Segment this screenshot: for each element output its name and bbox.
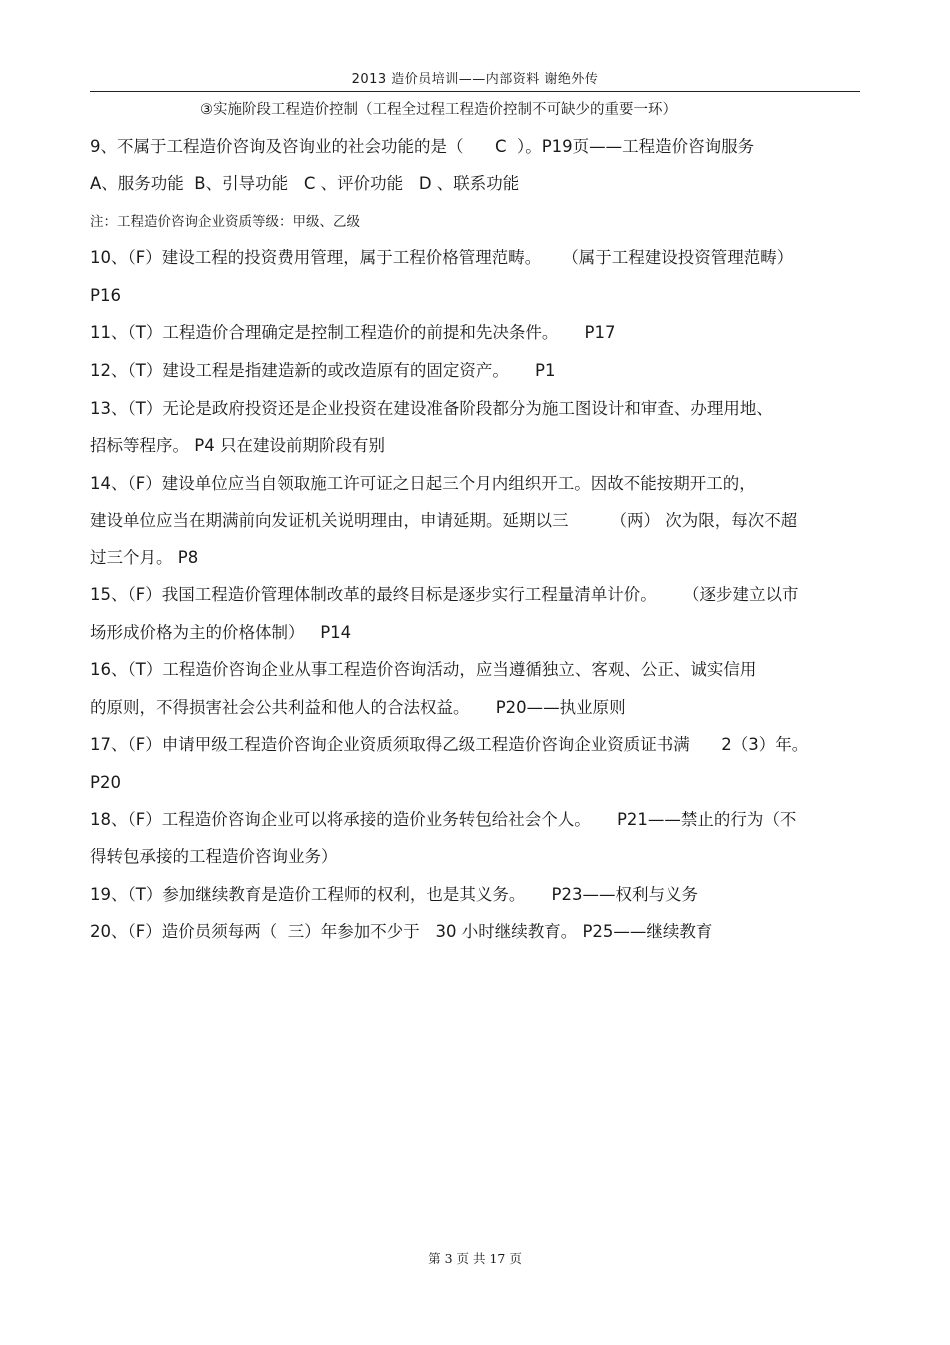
question-12: 12、（T）建设工程是指建造新的或改造原有的固定资产。 P1: [90, 361, 556, 380]
question-10-cont: P16: [90, 286, 121, 305]
question-19: 19、（T）参加继续教育是造价工程师的权利，也是其义务。 P23——权利与义务: [90, 885, 698, 904]
question-11: 11、（T）工程造价合理确定是控制工程造价的前提和先决条件。 P17: [90, 323, 616, 342]
question-13-cont: 招标等程序。 P4 只在建设前期阶段有别: [90, 436, 385, 455]
question-9-options: A、服务功能 B、引导功能 C 、评价功能 D 、联系功能: [90, 174, 520, 193]
question-17-cont: P20: [90, 773, 121, 792]
page-footer: 第 3 页 共 17 页: [428, 1251, 522, 1266]
text-line: ③实施阶段工程造价控制（工程全过程工程造价控制不可缺少的重要一环）: [200, 102, 677, 118]
question-16-cont: 的原则，不得损害社会公共利益和他人的合法权益。 P20——执业原则: [90, 698, 626, 717]
question-15: 15、（F）我国工程造价管理体制改革的最终目标是逐步实行工程量清单计价。 （逐步建立以市: [90, 585, 799, 604]
question-9: 9、不属于工程造价咨询及咨询业的社会功能的是（ C ）。P19页——工程造价咨询服务: [90, 137, 755, 156]
question-14-cont2: 过三个月。 P8: [90, 548, 199, 567]
question-16: 16、（T）工程造价咨询企业从事工程造价咨询活动，应当遵循独立、客观、公正、诚实信用: [90, 660, 757, 679]
question-17: 17、（F）申请甲级工程造价咨询企业资质须取得乙级工程造价咨询企业资质证书满 2（3）年。: [90, 735, 809, 754]
question-15-cont: 场形成价格为主的价格体制） P14: [90, 623, 352, 642]
question-18: 18、（F）工程造价咨询企业可以将承接的造价业务转包给社会个人。 P21——禁止的行为（不: [90, 810, 797, 829]
page-header: 2013 造价员培训——内部资料 谢绝外传: [351, 72, 599, 87]
question-14-cont: 建设单位应当在期满前向发证机关说明理由，申请延期。延期以三 （两） 次为限，每次不超: [90, 511, 798, 530]
question-20: 20、（F）造价员须每两（ 三）年参加不少于 30 小时继续教育。 P25——继续教育: [90, 922, 713, 941]
question-14: 14、（F）建设单位应当自领取施工许可证之日起三个月内组织开工。因故不能按期开工的，: [90, 474, 756, 493]
header-rule: [90, 91, 860, 92]
question-13: 13、（T）无论是政府投资还是企业投资在建设准备阶段都分为施工图设计和审查、办理用地、: [90, 399, 773, 418]
note-line: 注：工程造价咨询企业资质等级：甲级、乙级: [90, 214, 360, 230]
question-18-cont: 得转包承接的工程造价咨询业务）: [90, 847, 338, 866]
question-10: 10、（F）建设工程的投资费用管理，属于工程价格管理范畴。 （属于工程建设投资管理范畴）: [90, 248, 794, 267]
